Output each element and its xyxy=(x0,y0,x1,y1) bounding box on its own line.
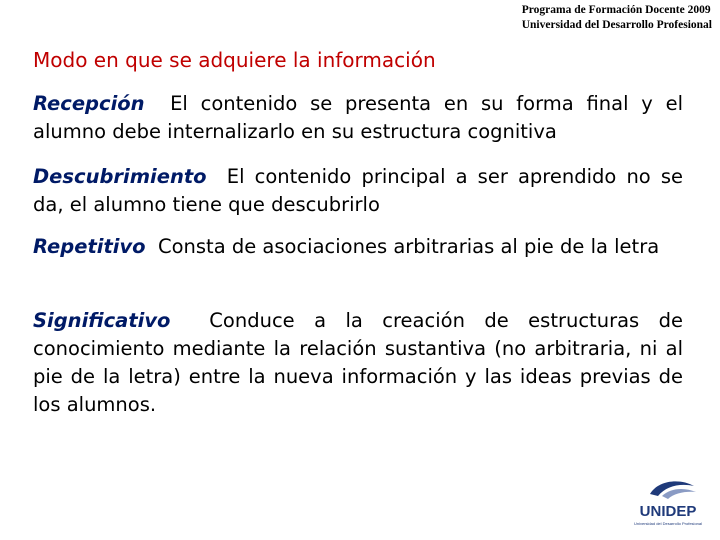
term-label: Repetitivo xyxy=(33,235,146,258)
logo-name: UNIDEP xyxy=(639,503,697,520)
header-institution xyxy=(522,3,712,33)
definition-recepcion xyxy=(33,90,683,146)
term-label: Recepción xyxy=(33,92,145,115)
page-title: Modo en que se adquiere la información xyxy=(33,48,436,72)
definition-significativo xyxy=(33,307,683,419)
logo-swoosh xyxy=(662,489,696,499)
logo-tagline: Universidad del Desarrollo Profesional xyxy=(633,521,703,526)
header-program: Programa de Formación Docente 2009 xyxy=(521,4,711,16)
unidep-logo xyxy=(628,474,708,532)
definition-text: El contenido principal a ser aprendido no se da, el alumno tiene que descubrirlo xyxy=(33,165,683,216)
definition-descubrimiento xyxy=(33,163,683,219)
header-university: Universidad del Desarrollo Profesional xyxy=(521,19,712,31)
term-label: Descubrimiento xyxy=(33,165,207,188)
term-label: Significativo xyxy=(33,309,171,332)
definition-text: El contenido se presenta en su forma final y el alumno debe internalizarlo en su estructura cognitiva xyxy=(33,92,683,143)
definition-text: Conduce a la creación de estructuras de conocimiento mediante la relación sustantiva (no arbitraria, ni al pie de la letra) entre la nueva información y las ideas previas de los alumnos. xyxy=(33,309,683,416)
definition-text: Consta de asociaciones arbitrarias al pie de la letra xyxy=(157,235,660,258)
definition-repetitivo xyxy=(33,233,683,261)
